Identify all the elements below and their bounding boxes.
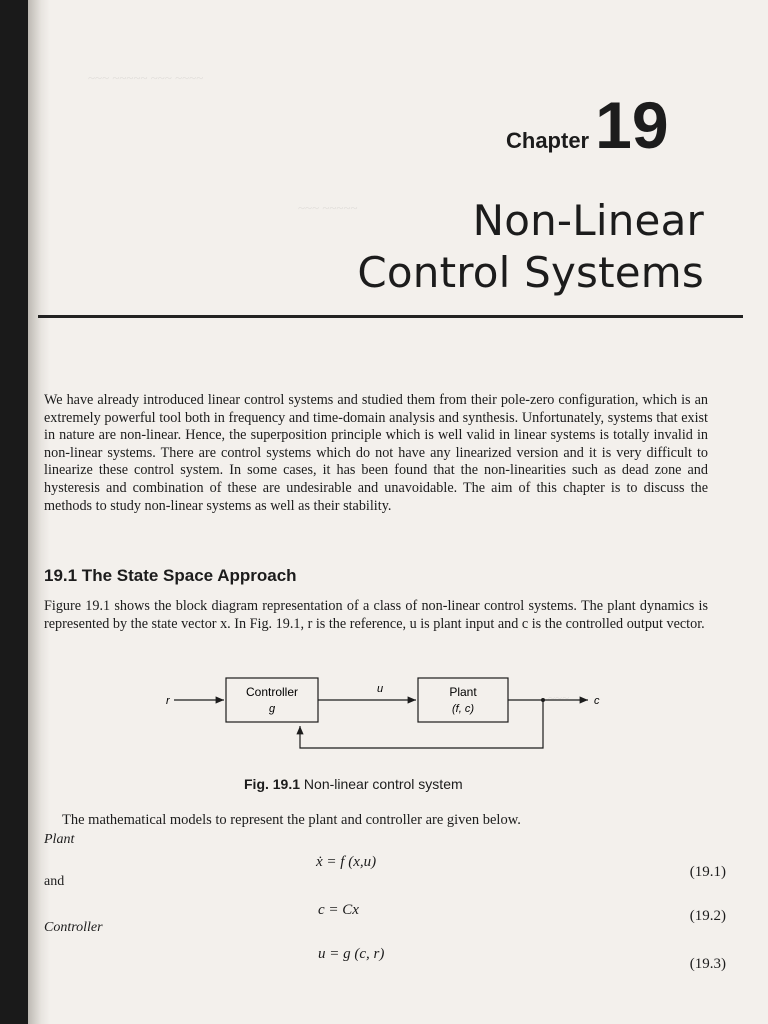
chapter-heading <box>506 88 669 162</box>
bleed-through: ~~~ <box>548 690 570 705</box>
controller-func: g <box>268 703 276 715</box>
chapter-title-line1: Non-Linear <box>472 196 704 245</box>
section-heading: 19.1 The State Space Approach <box>44 566 297 585</box>
controller-name: Controller <box>245 685 299 699</box>
figure-caption-text: Non-linear control system <box>303 776 463 792</box>
equation-2-number: (19.2) <box>689 908 726 924</box>
block-diagram <box>158 668 618 768</box>
output-label: c <box>594 695 600 707</box>
equation-3-number: (19.3) <box>689 956 726 972</box>
intro-paragraph: We have already introduced linear control systems and studied them from their pole-zero configuration, which is an extremely powerful tool both in frequency and time-domain analysis and synthesis. Unfortunately, systems that exist in nature are non-linear. Hence, the superposition principle which is well valid in linear systems is totally invalid in non-linear systems. There are control systems which do not have any linearized version and it is very difficult to linearize these control system. In some cases, it has been found that the non-linearities such as dead zone and hysteresis and combination of these are undesirable and unavoidable. The aim of this chapter is to discuss the methods to study non-linear systems as well as their stability. <box>44 392 708 514</box>
equation-1-number: (19.1) <box>689 864 726 880</box>
equation-3: u = g (c, r) <box>318 946 385 962</box>
plant-func: (f, c) <box>452 703 474 715</box>
title-rule <box>38 315 743 318</box>
models-intro: The mathematical models to represent the plant and controller are given below. <box>62 812 521 828</box>
chapter-title-line2: Control Systems <box>357 248 704 297</box>
equation-1: ẋ = f (x,u) <box>316 854 377 870</box>
section-paragraph: Figure 19.1 shows the block diagram representation of a class of non-linear control systems. The plant dynamics is represented by the state vector x. In Fig. 19.1, r is the reference, u is plant input and c is the controlled output vector. <box>44 598 708 632</box>
bleed-through: ~~~ ~~~~~ ~~~ ~~~~ <box>88 70 204 85</box>
plant-label: Plant <box>44 832 75 847</box>
book-page <box>28 0 768 1024</box>
figure-caption <box>244 776 463 792</box>
controller-label: Controller <box>44 920 103 935</box>
input-label: r <box>166 695 170 707</box>
signal-label: u <box>376 683 384 695</box>
plant-name: Plant <box>449 685 477 699</box>
chapter-word: Chapter <box>506 128 590 153</box>
figure-label: Fig. 19.1 <box>244 776 301 792</box>
feedback-path <box>300 700 543 748</box>
equation-2: c = Cx <box>318 902 359 918</box>
chapter-number: 19 <box>595 88 669 162</box>
and-label: and <box>44 874 65 889</box>
bleed-through: ~~~ ~~~~~ <box>298 200 358 215</box>
